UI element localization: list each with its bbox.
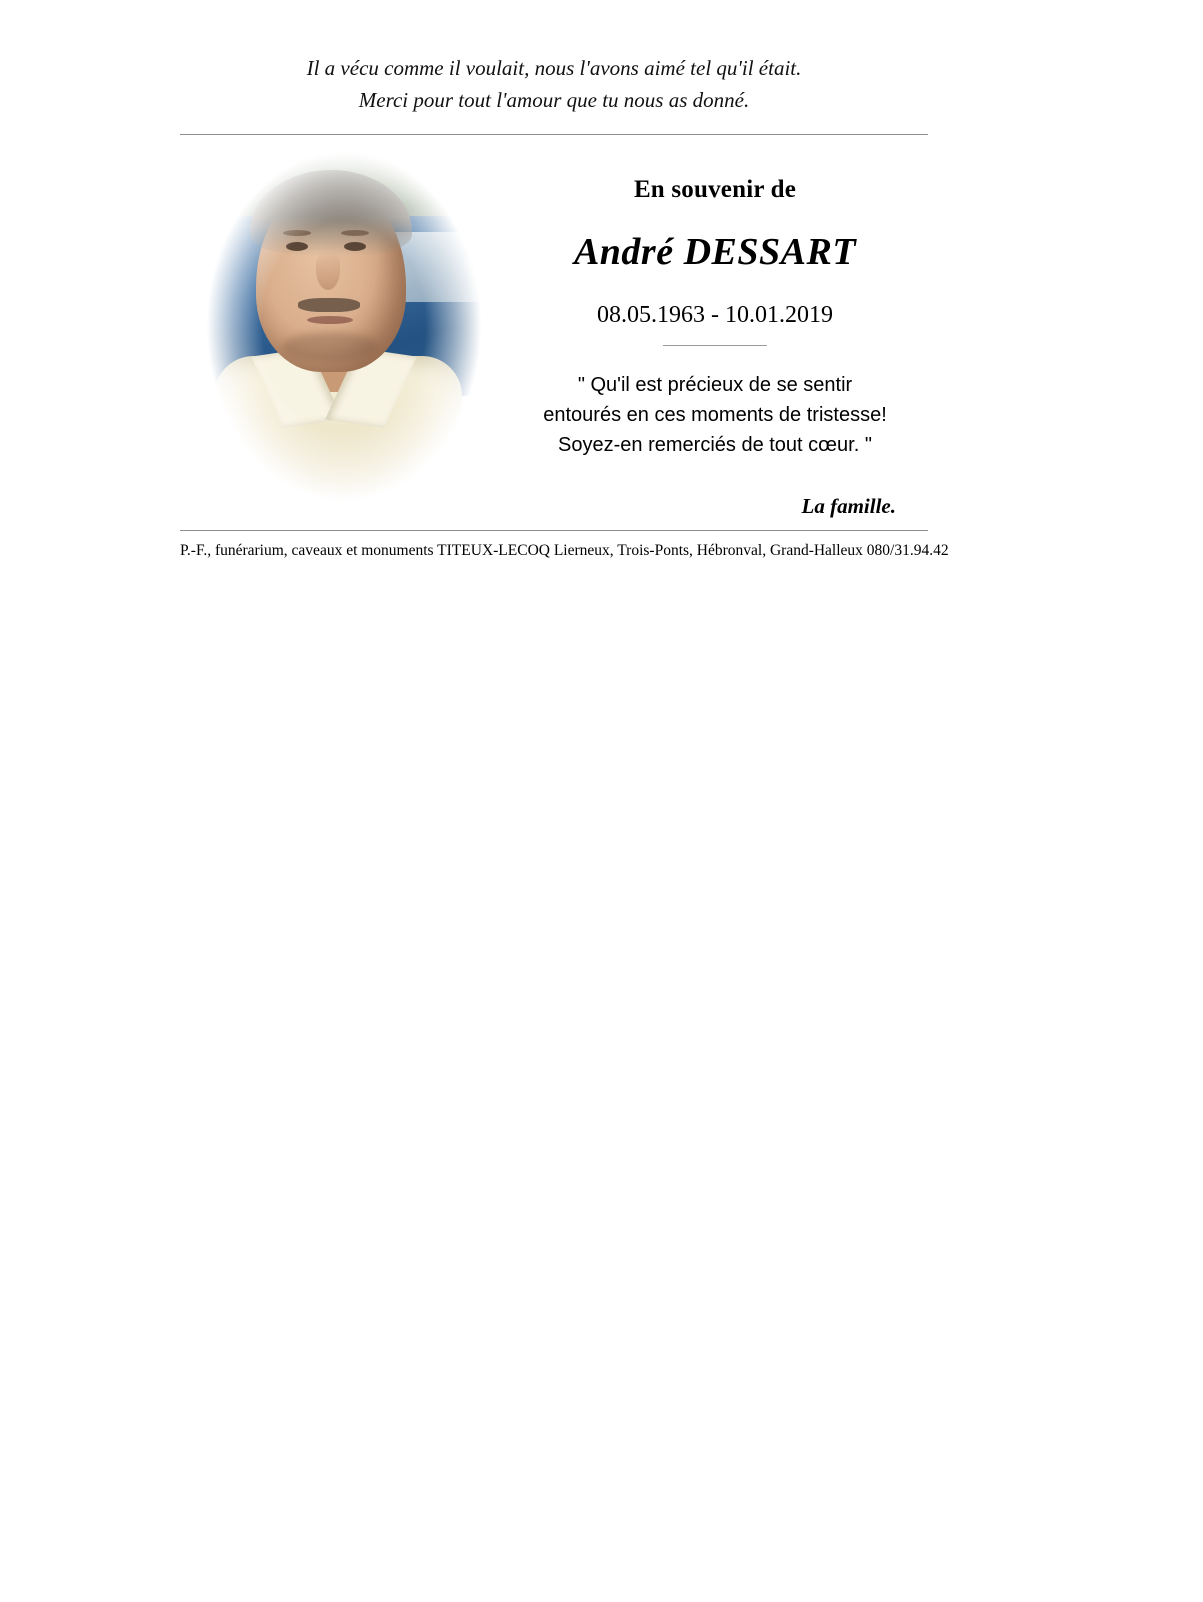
- portrait-photo-image: [204, 146, 484, 506]
- quote-line-1: " Qu'il est précieux de se sentir: [577, 374, 853, 396]
- portrait-photo: [204, 146, 484, 506]
- memorial-block: [500, 176, 930, 519]
- funeral-home-footer: P.-F., funérarium, caveaux et monuments TITEUX-LECOQ Lierneux, Trois-Ponts, Hébronval, Grand-Halleux 080/31.94.42: [180, 542, 949, 559]
- quote-line-2: entourés en ces moments de tristesse!: [543, 404, 887, 426]
- deceased-name: André DESSART: [573, 231, 857, 273]
- divider-top: [180, 134, 928, 135]
- epitaph: [180, 52, 928, 116]
- life-dates: 08.05.1963 - 10.01.2019: [597, 302, 833, 328]
- thank-you-quote: [500, 370, 930, 460]
- divider-short: [663, 345, 767, 346]
- quote-line-3: Soyez-en remerciés de tout cœur. ": [558, 434, 872, 456]
- epitaph-line-1: Il a vécu comme il voulait, nous l'avons aimé tel qu'il était.: [306, 56, 802, 80]
- epitaph-line-2: Merci pour tout l'amour que tu nous as donné.: [358, 88, 750, 112]
- photo-vignette: [204, 146, 484, 506]
- divider-bottom: [180, 530, 928, 531]
- signature: La famille.: [801, 494, 896, 518]
- in-memory-of-label: En souvenir de: [633, 176, 797, 203]
